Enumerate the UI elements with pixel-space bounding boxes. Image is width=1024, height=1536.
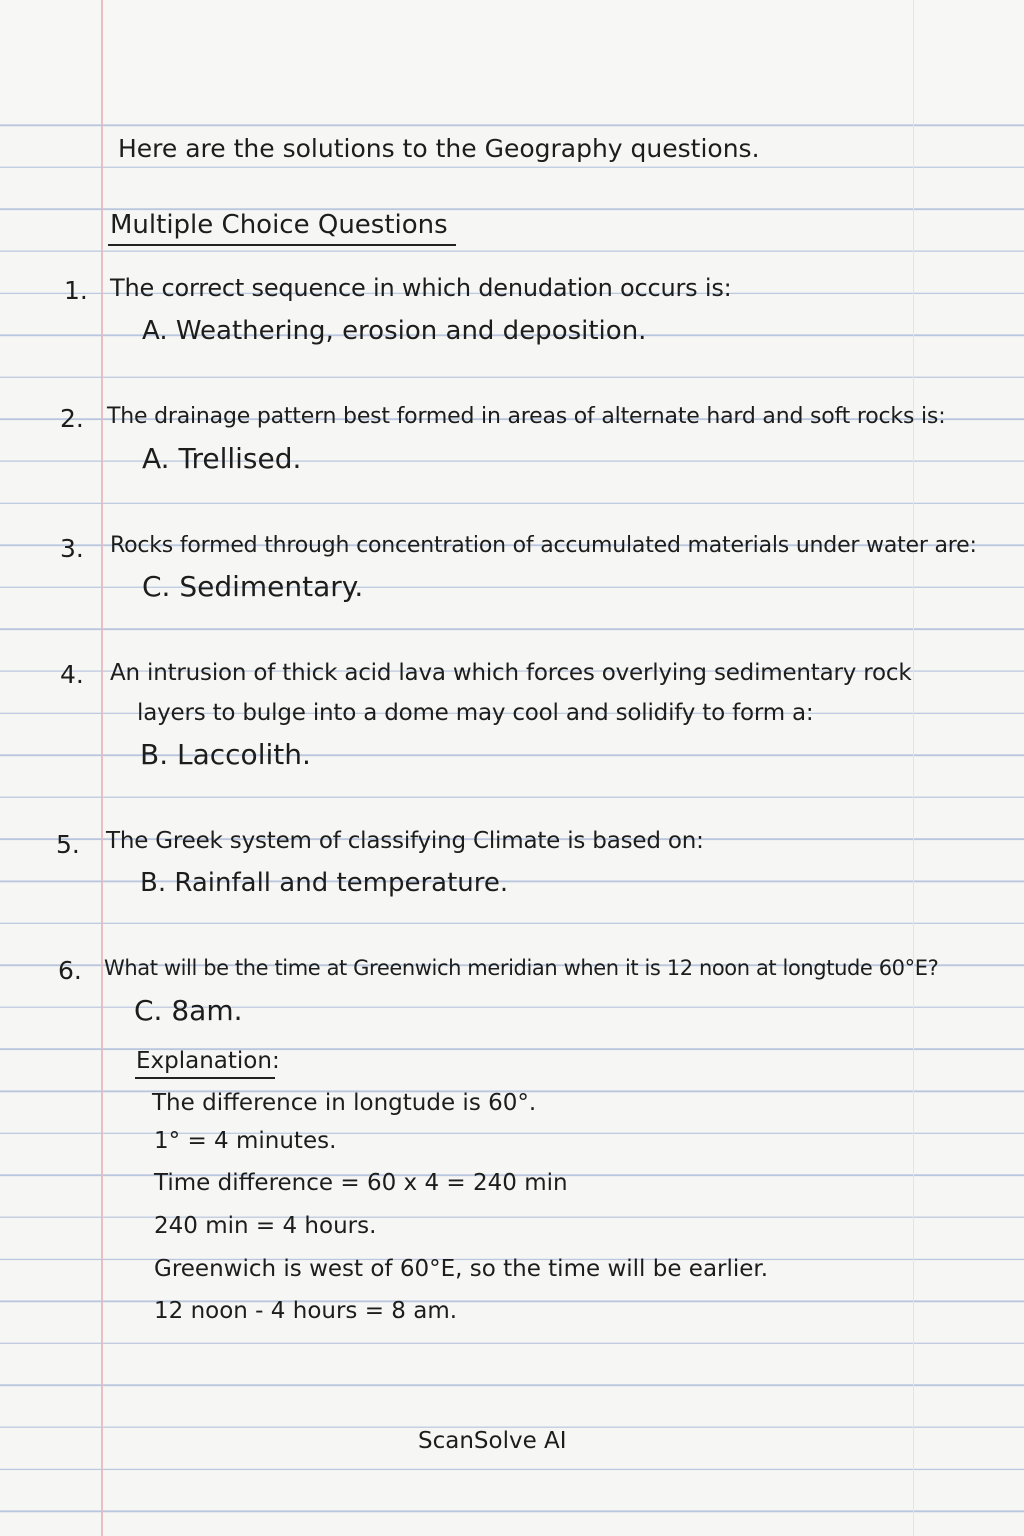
explanation-line-6: 12 noon - 4 hours = 8 am.: [154, 1298, 458, 1324]
intro-text: Here are the solutions to the Geography questions.: [118, 134, 760, 163]
question-5-answer: B. Rainfall and temperature.: [140, 868, 509, 898]
explanation-title: Explanation:: [136, 1048, 280, 1074]
question-5-number: 5.: [56, 830, 80, 859]
section-title-underline: [108, 244, 456, 246]
paper-top-band: [0, 0, 1024, 120]
question-6-number: 6.: [58, 956, 82, 985]
question-6-answer: C. 8am.: [134, 994, 243, 1027]
question-3-number: 3.: [60, 534, 84, 563]
question-2-text: The drainage pattern best formed in areas of alternate hard and soft rocks is:: [107, 404, 946, 429]
explanation-title-underline: [135, 1077, 275, 1079]
question-4-text-line-1: An intrusion of thick acid lava which forces overlying sedimentary rock: [110, 660, 912, 686]
question-6-text: What will be the time at Greenwich meridian when it is 12 noon at longtude 60°E?: [104, 956, 939, 980]
question-1-answer: A. Weathering, erosion and deposition.: [142, 316, 647, 346]
explanation-line-2: 1° = 4 minutes.: [154, 1128, 337, 1154]
question-5-text: The Greek system of classifying Climate is based on:: [106, 828, 704, 854]
footer-brand: ScanSolve AI: [418, 1428, 567, 1454]
right-margin-line: [913, 0, 914, 1536]
explanation-line-5: Greenwich is west of 60°E, so the time will be earlier.: [154, 1256, 769, 1282]
question-2-answer: A. Trellised.: [142, 442, 302, 475]
question-3-answer: C. Sedimentary.: [142, 570, 364, 603]
question-4-answer: B. Laccolith.: [140, 738, 311, 771]
red-margin-line: [101, 0, 103, 1536]
explanation-line-1: The difference in longtude is 60°.: [152, 1090, 537, 1116]
section-title: Multiple Choice Questions: [110, 210, 448, 240]
explanation-line-3: Time difference = 60 x 4 = 240 min: [154, 1170, 568, 1196]
question-4-text-line-2: layers to bulge into a dome may cool and solidify to form a:: [137, 700, 814, 726]
question-1-number: 1.: [64, 276, 88, 305]
question-4-number: 4.: [60, 660, 84, 689]
question-3-text: Rocks formed through concentration of accumulated materials under water are:: [110, 533, 977, 558]
explanation-line-4: 240 min = 4 hours.: [154, 1213, 377, 1239]
question-2-number: 2.: [60, 404, 84, 433]
question-1-text: The correct sequence in which denudation occurs is:: [110, 274, 732, 302]
